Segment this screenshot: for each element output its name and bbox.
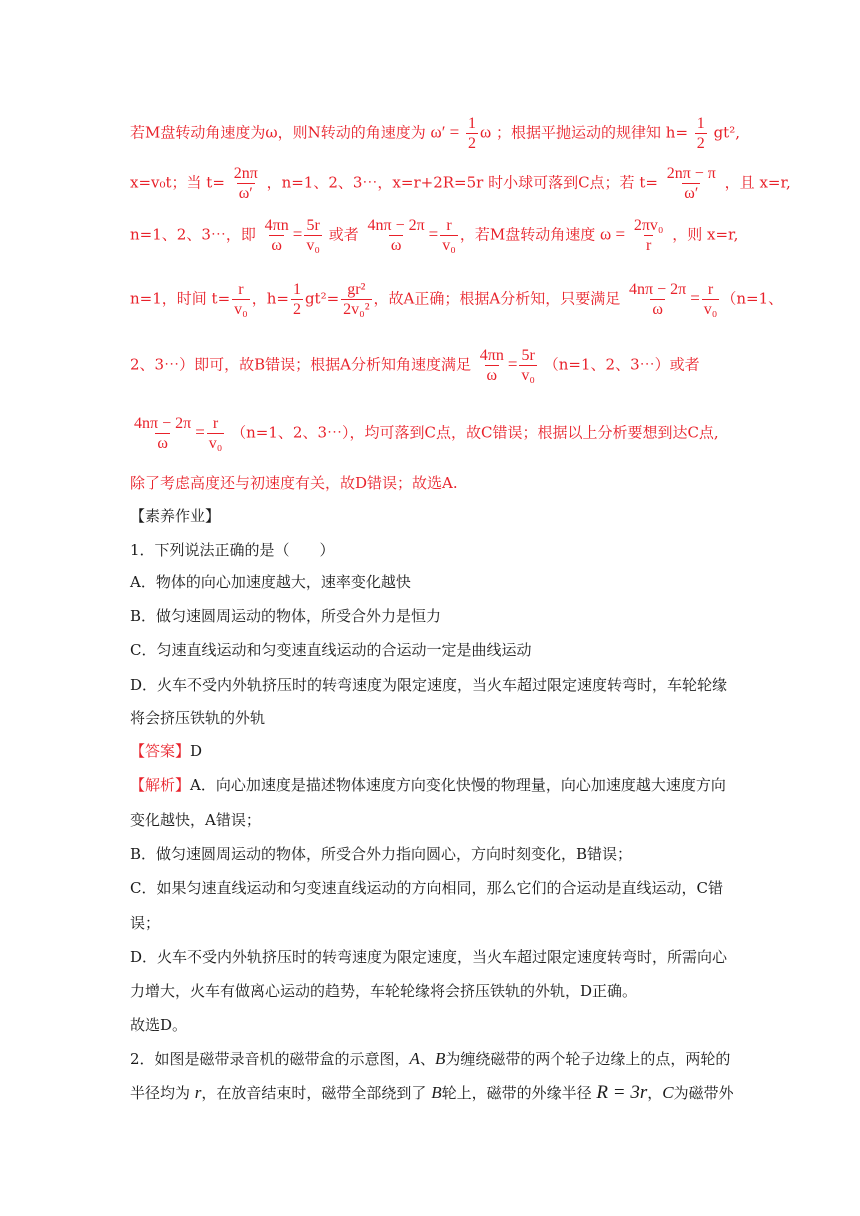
q1-option-d-line1: D．火车不受内外轨挤压时的转弯速度为限定速度，当火车超过限定速度转弯时，车轮轮缘	[130, 676, 728, 694]
text: A．向心加速度是描述物体速度方向变化快慢的物理量，向心加速度越大速度方向	[190, 776, 726, 794]
text: （n=1、	[721, 289, 784, 308]
solution-line-4	[130, 280, 783, 319]
fraction: $\frac{\text{gr²}}{\text{2v₀²}}$	[343, 281, 370, 318]
math-equals: =	[507, 354, 518, 374]
text: ，且 x=r,	[724, 173, 791, 192]
q1-analysis-line6: D．火车不受内外轨挤压时的转弯速度为限定速度，当火车超过限定速度转弯时，所需向心	[130, 948, 728, 966]
math-equals: =	[195, 422, 205, 442]
fraction: $\frac{r}{\text{v₀}}$	[442, 217, 456, 254]
point-c: C	[662, 1083, 674, 1102]
fraction: $\frac{4\pi n}{\omega}$	[264, 217, 289, 254]
text: （n=1、2、3⋯）或者	[543, 355, 700, 374]
q1-analysis-line2: 变化越快，A错误；	[130, 811, 261, 829]
text: 或者	[328, 225, 359, 244]
math-equals: =	[292, 224, 303, 244]
math-r-equals-3r: R = 3r	[596, 1082, 648, 1103]
fraction: $\frac{4\pi n}{\omega}$	[479, 347, 504, 384]
q1-option-a: A．物体的向心加速度越大，速率变化越快	[130, 573, 411, 591]
solution-line-7: 除了考虑高度还与初速度有关，故D错误；故选A.	[130, 474, 458, 492]
text: ，h=	[251, 289, 289, 308]
text: 为缠绕磁带的两个轮子边缘上的点，两轮的	[445, 1050, 731, 1068]
text: ，故A正确；根据A分析知，只要满足	[373, 289, 621, 308]
text: 、	[419, 1050, 435, 1068]
solution-line-6	[130, 414, 719, 453]
text: 2．如图是磁带录音机的磁带盒的示意图，	[130, 1050, 410, 1068]
math-omega: ω	[480, 122, 492, 142]
solution-line-3	[130, 216, 738, 255]
solution-line-1	[130, 114, 740, 153]
analysis-tag: 【解析】	[130, 776, 191, 794]
text: ，n=1、2、3⋯，x=r+2R=5r 时小球可落到C点；若 t=	[266, 173, 658, 192]
text: 为磁带外	[673, 1084, 734, 1102]
answer-tag: 【答案】	[130, 742, 191, 760]
section-title: 【素养作业】	[130, 507, 221, 525]
q1-analysis-line5: 误；	[130, 914, 161, 932]
text: ，则 x=r,	[672, 225, 739, 244]
q1-answer	[130, 741, 202, 761]
math-equals: =	[690, 288, 700, 308]
fraction: $\frac{4n\pi - 2\pi}{\omega}$	[367, 217, 425, 254]
text: gt²=	[304, 289, 340, 308]
text: n=1、2、3⋯，即	[130, 225, 256, 244]
fraction: $\frac{r}{\text{v₀}}$	[703, 281, 718, 318]
q1-option-d-line2: 将会挤压铁轨的外轨	[130, 709, 266, 727]
q1-analysis-line3: B．做匀速圆周运动的物体，所受合外力指向圆心，方向时刻变化，B错误；	[130, 845, 633, 863]
fraction-half: $\frac{1}{2}$	[696, 115, 705, 152]
q1-analysis-line8: 故选D。	[130, 1016, 188, 1034]
text: x=v₀t；当 t=	[130, 173, 225, 192]
text: 若M盘转动角速度为ω，则N转动的角速度为	[130, 123, 426, 142]
fraction: $\frac{2n\pi - \pi}{\omega'}$	[666, 165, 716, 202]
text: 2、3⋯）即可，故B错误；根据A分析知角速度满足	[130, 355, 471, 374]
text: 轮上，磁带的外缘半径	[441, 1084, 592, 1102]
fraction: $\frac{4n\pi - 2\pi}{\omega}$	[134, 415, 192, 452]
math-equals: =	[428, 224, 439, 244]
point-a: A	[409, 1049, 420, 1068]
fraction-half: $\frac{1}{2}$	[468, 115, 477, 152]
solution-line-2	[130, 164, 791, 203]
solution-line-5	[130, 346, 700, 385]
fraction: $\frac{4n\pi - 2\pi}{\omega}$	[629, 281, 687, 318]
fraction: $\frac{5r}{\text{v₀}}$	[306, 217, 320, 254]
math-omega-equals: ω =	[600, 224, 626, 244]
text: 半径均为	[130, 1084, 191, 1102]
q1-option-b: B．做匀速圆周运动的物体，所受合外力是恒力	[130, 607, 442, 625]
math-r: r	[194, 1083, 202, 1102]
q1-stem: 1．下列说法正确的是（ ）	[130, 541, 335, 559]
q2-line1	[130, 1049, 730, 1069]
q1-analysis-line7: 力增大，火车有做离心运动的趋势，车轮轮缘将会挤压铁轨的外轨，D正确。	[130, 982, 638, 1000]
text: gt²,	[713, 123, 740, 142]
text: n=1，时间 t=	[130, 289, 231, 308]
text: ，若M盘转动角速度	[459, 225, 596, 244]
math-omega-prime: ω′ =	[430, 122, 460, 142]
text: （n=1、2、3⋯），均可落到C点，故C错误；根据以上分析要想到达C点,	[231, 423, 719, 442]
text: ；根据平抛运动的规律知 h=	[496, 123, 689, 142]
q1-analysis-line1	[130, 775, 726, 795]
fraction-half: $\frac{1}{2}$	[292, 281, 301, 318]
q1-analysis-line4: C．如果匀速直线运动和匀变速直线运动的方向相同，那么它们的合运动是直线运动，C错	[130, 879, 723, 897]
fraction: $\frac{r}{\text{v₀}}$	[208, 415, 223, 452]
answer-value: D	[190, 742, 203, 760]
q2-line2	[130, 1083, 734, 1103]
fraction: $\frac{\text{2πv₀}}{r}$	[633, 217, 664, 254]
fraction: $\frac{2n\pi}{\omega'}$	[233, 165, 258, 202]
q1-option-c: C．匀速直线运动和匀变速直线运动的合运动一定是曲线运动	[130, 641, 532, 659]
point-b: B	[434, 1049, 446, 1068]
fraction: $\frac{5r}{\text{v₀}}$	[521, 347, 535, 384]
text: ，在放音结束时，磁带全部绕到了	[201, 1084, 427, 1102]
text: ，	[647, 1084, 663, 1102]
point-b: B	[431, 1083, 442, 1102]
fraction: $\frac{r}{\text{v₀}}$	[234, 281, 248, 318]
